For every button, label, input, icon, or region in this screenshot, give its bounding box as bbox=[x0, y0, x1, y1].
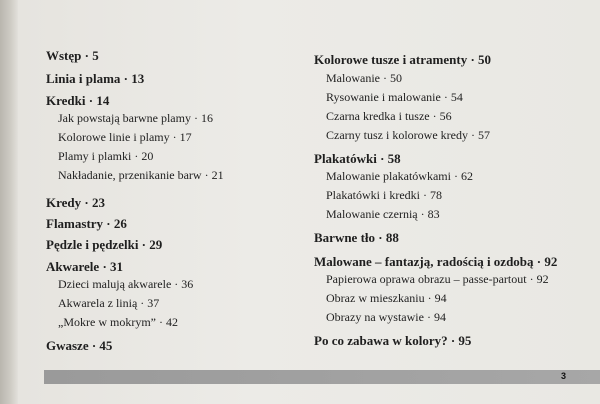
toc-entry: Akwarele · 31 bbox=[46, 259, 124, 274]
toc-subentry: Kolorowe linie i plamy · 17 bbox=[58, 130, 192, 144]
toc-entry: Flamastry · 26 bbox=[46, 216, 127, 231]
toc-entry: Kolorowe tusze i atramenty · 50 bbox=[314, 52, 492, 67]
toc-subentry: Plamy i plamki · 20 bbox=[58, 149, 154, 163]
toc-entry: Pędzle i pędzelki · 29 bbox=[46, 237, 163, 252]
toc-subentry: Jak powstają barwne plamy · 16 bbox=[58, 111, 213, 125]
toc-subentry: Malowanie · 50 bbox=[326, 71, 402, 85]
footer-bar bbox=[44, 370, 600, 384]
toc-entry: Gwasze · 45 bbox=[46, 338, 113, 353]
toc-subentry: Malowanie czernią · 83 bbox=[326, 207, 440, 221]
toc-entry: Linia i plama · 13 bbox=[46, 71, 145, 86]
toc-subentry: Czarny tusz i kolorowe kredy · 57 bbox=[326, 128, 490, 142]
book-spine-shadow bbox=[0, 0, 18, 404]
toc-subentry: Dzieci malują akwarele · 36 bbox=[58, 277, 194, 291]
toc-entry: Po co zabawa w kolory? · 95 bbox=[314, 333, 472, 348]
toc-subentry: Obraz w mieszkaniu · 94 bbox=[326, 291, 447, 305]
toc-entry: Wstęp · 5 bbox=[46, 48, 99, 63]
toc-entry: Malowane – fantazją, radością i ozdobą · 92 bbox=[314, 254, 558, 269]
toc-entry: Kredy · 23 bbox=[46, 195, 105, 210]
toc-subentry: Papierowa oprawa obrazu – passe-partout · 92 bbox=[326, 272, 549, 286]
toc-entry: Barwne tło · 88 bbox=[314, 230, 399, 245]
toc-subentry: Rysowanie i malowanie · 54 bbox=[326, 90, 463, 104]
toc-subentry: Czarna kredka i tusze · 56 bbox=[326, 109, 452, 123]
toc-subentry: Nakładanie, przenikanie barw · 21 bbox=[58, 168, 224, 182]
toc-subentry: Malowanie plakatówkami · 62 bbox=[326, 169, 473, 183]
toc-subentry: Plakatówki i kredki · 78 bbox=[326, 188, 442, 202]
toc-subentry: Akwarela z linią · 37 bbox=[58, 296, 160, 310]
toc-subentry: Obrazy na wystawie · 94 bbox=[326, 310, 446, 324]
toc-entry: Kredki · 14 bbox=[46, 93, 110, 108]
page-number: 3 bbox=[560, 371, 566, 381]
toc-entry: Plakatówki · 58 bbox=[314, 151, 401, 166]
toc-subentry: „Mokre w mokrym” · 42 bbox=[58, 315, 178, 329]
